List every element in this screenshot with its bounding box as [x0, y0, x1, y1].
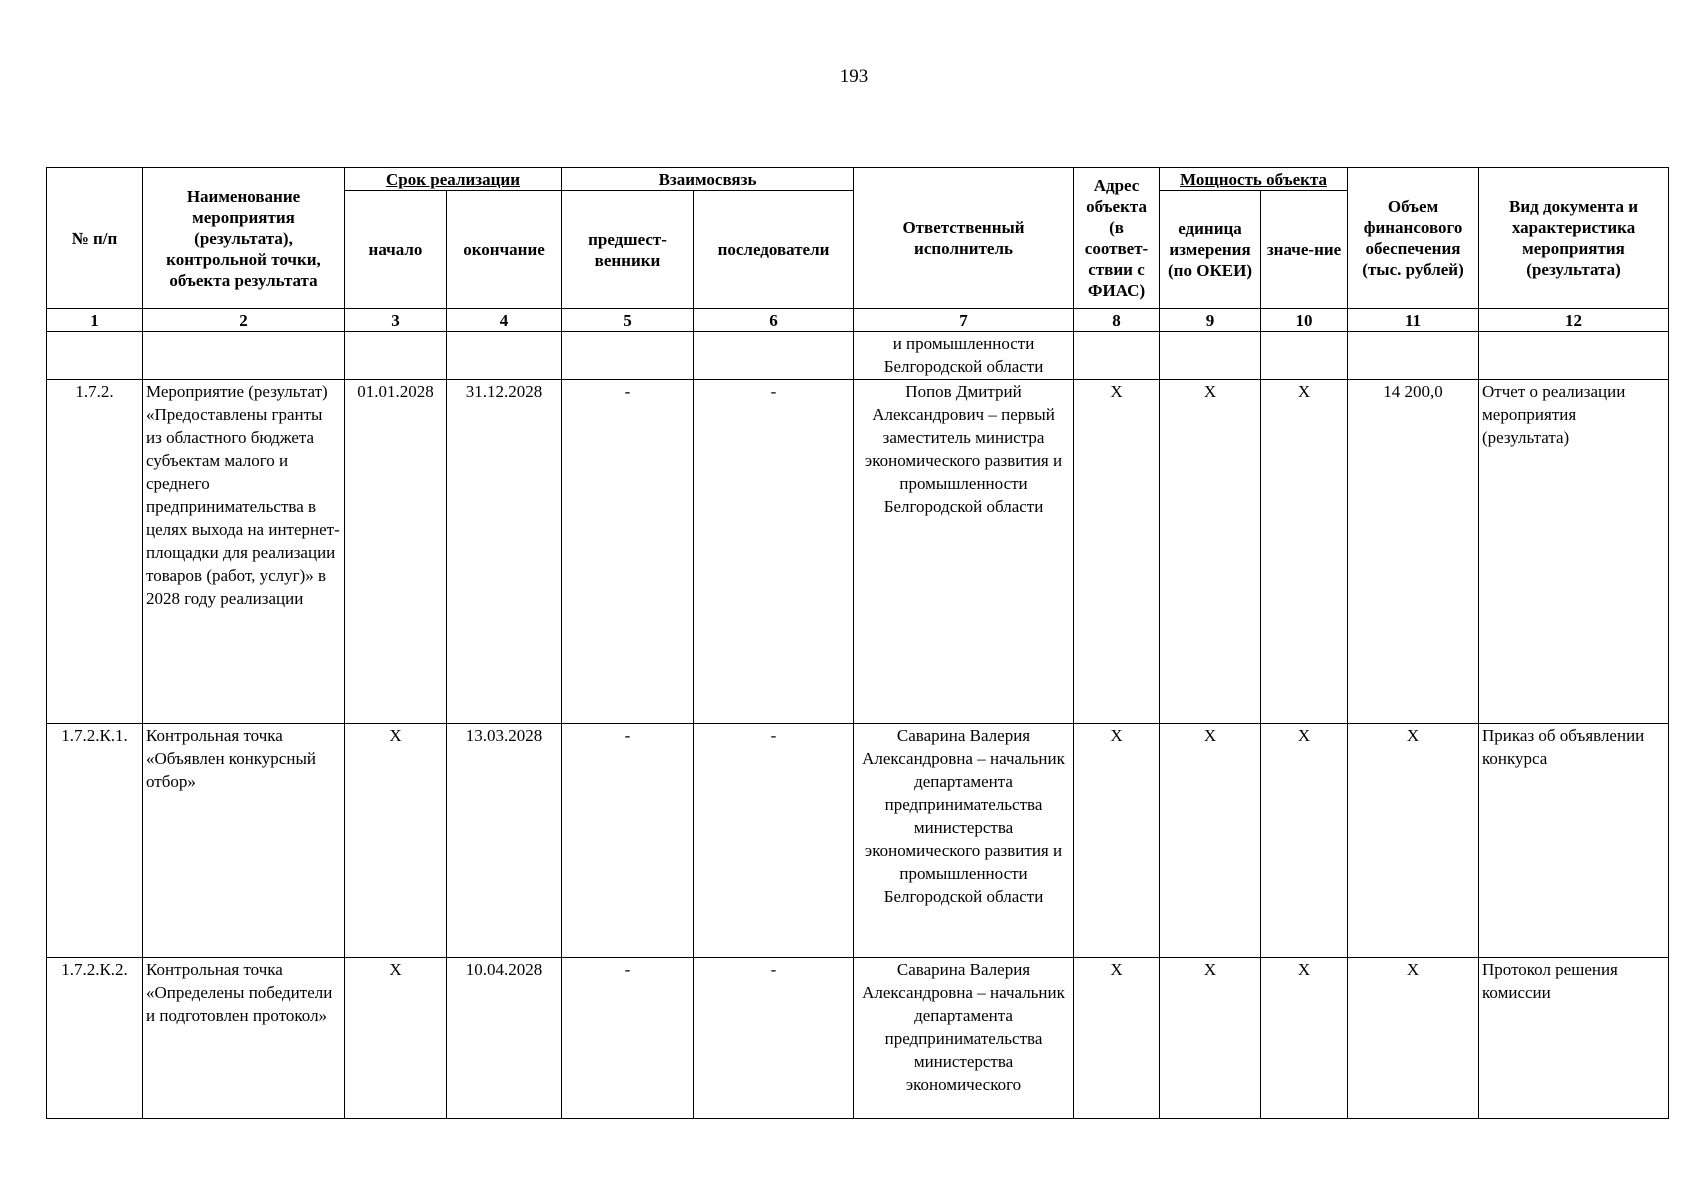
cell-responsible: Саварина Валерия Александровна – начальник департамента предпринимательства министерства экономического развития и промышленности Белгородской области — [854, 724, 1074, 958]
cell-address — [1074, 332, 1160, 380]
header-capacity-value: значе-ние — [1261, 191, 1348, 309]
cell-next: - — [694, 958, 854, 1119]
cell-finance: Х — [1348, 958, 1479, 1119]
column-number: 6 — [694, 309, 854, 332]
cell-value: Х — [1261, 958, 1348, 1119]
table-row — [47, 380, 1669, 724]
cell-num: 1.7.2.К.2. — [47, 958, 143, 1119]
cell-finance — [1348, 332, 1479, 380]
header-num: № п/п — [47, 168, 143, 309]
cell-unit: Х — [1160, 724, 1261, 958]
table-row — [47, 724, 1669, 958]
cell-name: Мероприятие (результат) «Предоставлены гранты из областного бюджета субъектам малого и среднего предпринимательства в целях выхода на интернет-площадки для реализации товаров (работ, услуг)» в 2028 году реализации — [143, 380, 345, 724]
cell-doc: Отчет о реализации мероприятия (результата) — [1479, 380, 1669, 724]
cell-finance: Х — [1348, 724, 1479, 958]
cell-value: Х — [1261, 724, 1348, 958]
cell-start: Х — [345, 958, 447, 1119]
cell-next: - — [694, 380, 854, 724]
column-number: 1 — [47, 309, 143, 332]
column-number: 5 — [562, 309, 694, 332]
column-number: 11 — [1348, 309, 1479, 332]
cell-doc: Протокол решения комиссии — [1479, 958, 1669, 1119]
header-finance: Объем финансового обеспечения (тыс. рублей) — [1348, 168, 1479, 309]
column-number: 3 — [345, 309, 447, 332]
header-term-end: окончание — [447, 191, 562, 309]
header-capacity-group — [1160, 168, 1348, 191]
cell-unit — [1160, 332, 1261, 380]
header-capacity-unit: единица измерения (по ОКЕИ) — [1160, 191, 1261, 309]
header-doc-type: Вид документа и характеристика мероприятия (результата) — [1479, 168, 1669, 309]
cell-doc: Приказ об объявлении конкурса — [1479, 724, 1669, 958]
cell-unit: Х — [1160, 958, 1261, 1119]
column-number: 8 — [1074, 309, 1160, 332]
header-row-groups — [47, 168, 1669, 191]
cell-name: Контрольная точка «Определены победители и подготовлен протокол» — [143, 958, 345, 1119]
cell-end: 10.04.2028 — [447, 958, 562, 1119]
header-term-group-label: Срок реализации — [386, 169, 520, 189]
cell-prev: - — [562, 380, 694, 724]
header-link-prev: предшест-венники — [562, 191, 694, 309]
cell-address: Х — [1074, 958, 1160, 1119]
header-term-group — [345, 168, 562, 191]
cell-responsible: Саварина Валерия Александровна – начальник департамента предпринимательства министерства экономического — [854, 958, 1074, 1119]
cell-next — [694, 332, 854, 380]
cell-end — [447, 332, 562, 380]
column-number: 2 — [143, 309, 345, 332]
cell-start — [345, 332, 447, 380]
cell-name — [143, 332, 345, 380]
header-capacity-group-label: Мощность объекта — [1180, 169, 1328, 189]
table-row — [47, 958, 1669, 1119]
column-number: 10 — [1261, 309, 1348, 332]
table-row — [47, 332, 1669, 380]
cell-responsible: и промышленности Белгородской области — [854, 332, 1074, 380]
cell-value: Х — [1261, 380, 1348, 724]
column-number: 9 — [1160, 309, 1261, 332]
cell-num: 1.7.2. — [47, 380, 143, 724]
cell-name: Контрольная точка «Объявлен конкурсный отбор» — [143, 724, 345, 958]
cell-value — [1261, 332, 1348, 380]
cell-address: Х — [1074, 380, 1160, 724]
cell-prev — [562, 332, 694, 380]
column-number-row — [47, 309, 1669, 332]
cell-end: 31.12.2028 — [447, 380, 562, 724]
page-number: 193 — [839, 66, 869, 87]
cell-num — [47, 332, 143, 380]
column-number: 7 — [854, 309, 1074, 332]
header-link-group: Взаимосвязь — [562, 168, 854, 191]
header-link-next: последователи — [694, 191, 854, 309]
cell-start: Х — [345, 724, 447, 958]
header-responsible: Ответственный исполнитель — [854, 168, 1074, 309]
cell-next: - — [694, 724, 854, 958]
plan-table — [46, 167, 1669, 1119]
cell-prev: - — [562, 724, 694, 958]
cell-num: 1.7.2.К.1. — [47, 724, 143, 958]
cell-start: 01.01.2028 — [345, 380, 447, 724]
cell-doc — [1479, 332, 1669, 380]
cell-unit: Х — [1160, 380, 1261, 724]
cell-address: Х — [1074, 724, 1160, 958]
cell-responsible: Попов Дмитрий Александрович – первый заместитель министра экономического развития и промышленности Белгородской области — [854, 380, 1074, 724]
cell-finance: 14 200,0 — [1348, 380, 1479, 724]
cell-end: 13.03.2028 — [447, 724, 562, 958]
header-term-start: начало — [345, 191, 447, 309]
header-address: Адрес объекта (в соответ-ствии с ФИАС) — [1074, 168, 1160, 309]
column-number: 4 — [447, 309, 562, 332]
column-number: 12 — [1479, 309, 1669, 332]
cell-prev: - — [562, 958, 694, 1119]
header-name: Наименование мероприятия (результата), контрольной точки, объекта результата — [143, 168, 345, 309]
